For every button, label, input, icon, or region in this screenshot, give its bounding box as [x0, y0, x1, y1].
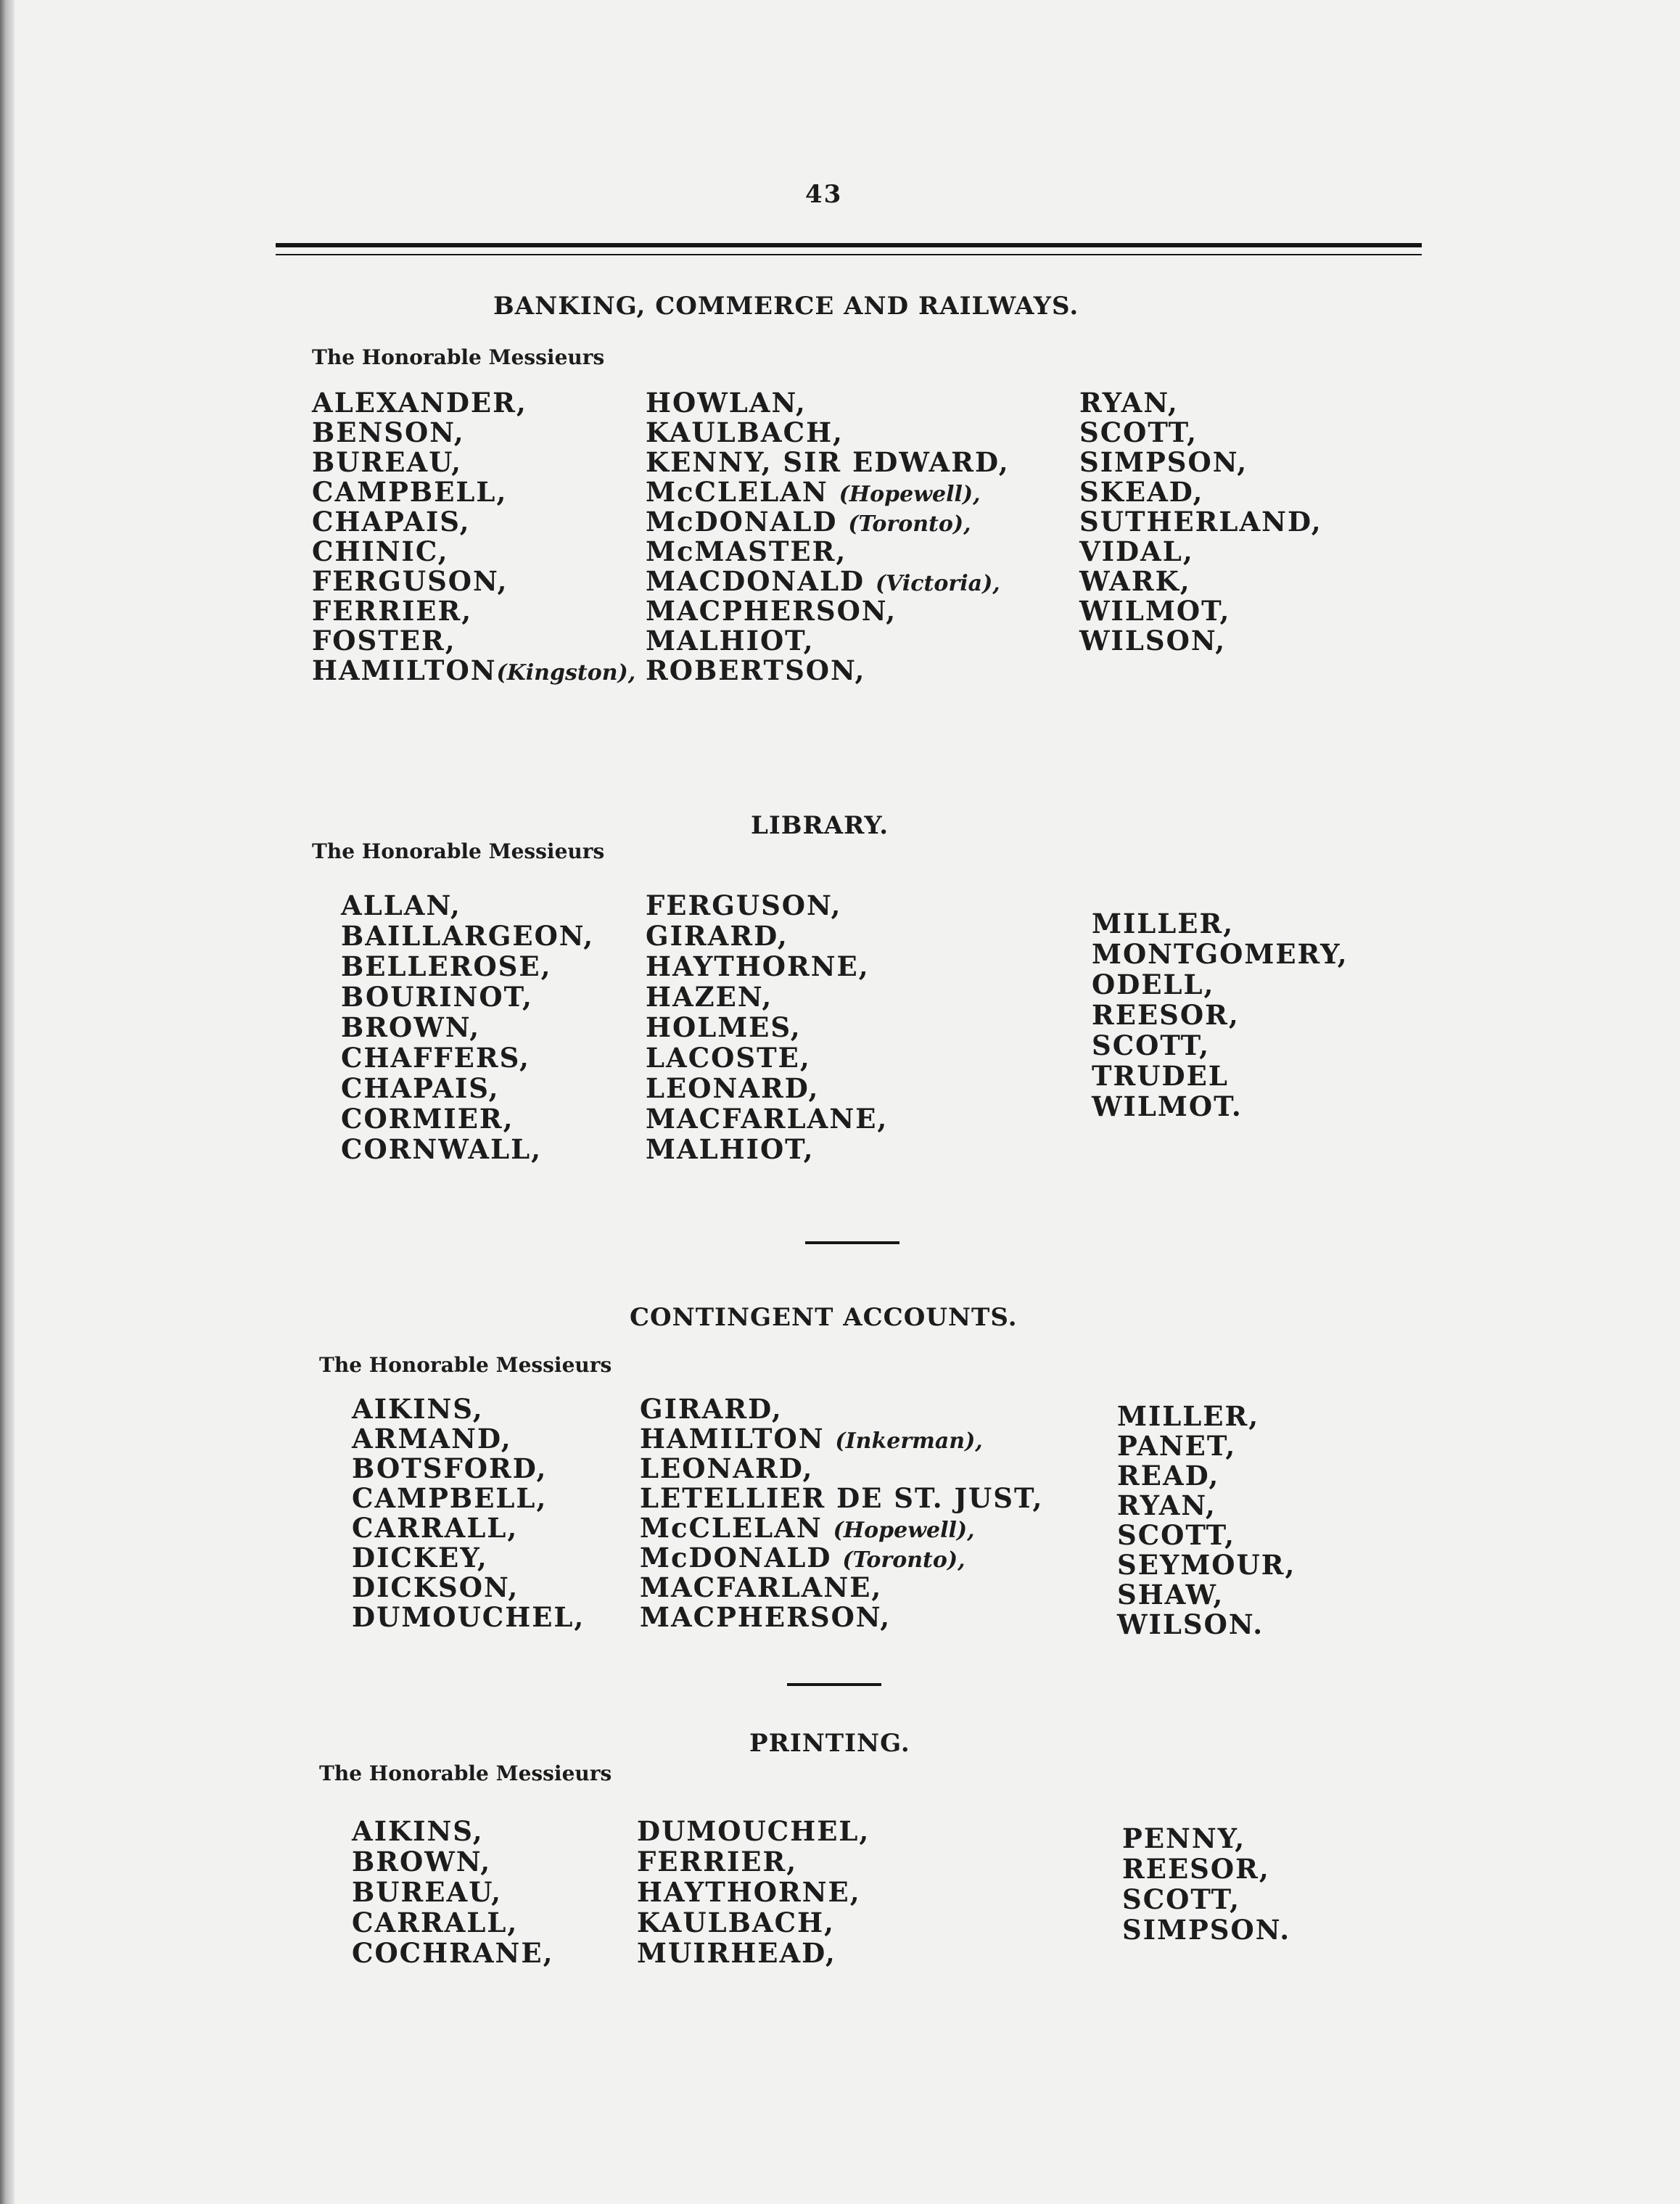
member-name: AIKINS, [352, 1815, 484, 1847]
member-name-with-note [646, 477, 1010, 507]
section-intro-printing: The Honorable Messieurs [319, 1761, 612, 1785]
member-name: WILMOT. [1092, 1090, 1243, 1122]
member-name: McCLELAN [640, 1512, 823, 1544]
member-name: DUMOUCHEL, [637, 1815, 870, 1847]
member-name: MACFARLANE, [646, 1103, 889, 1135]
section-divider [787, 1683, 881, 1686]
riding-note: (Kingston), [496, 660, 636, 686]
member-name: DICKSON, [352, 1571, 519, 1603]
member-name: CHAFFERS, [341, 1042, 530, 1074]
member-name: KENNY, SIR EDWARD, [646, 446, 1010, 478]
banking-column-3 [1079, 388, 1322, 656]
member-name: VIDAL, [1079, 535, 1194, 567]
member-name: MACPHERSON, [640, 1601, 892, 1633]
member-name: FERRIER, [637, 1846, 798, 1878]
member-name: MACPHERSON, [646, 595, 897, 627]
section-title-banking: BANKING, COMMERCE AND RAILWAYS. [493, 292, 1079, 321]
section-title-library: LIBRARY. [751, 811, 889, 840]
member-name: WILSON, [1079, 625, 1227, 657]
member-name-with-note [640, 1513, 1043, 1543]
banking-column-2 [646, 388, 1010, 686]
member-name: COCHRANE, [352, 1937, 554, 1969]
member-name: CHAPAIS, [341, 1072, 500, 1104]
member-name: LETELLIER DE ST. JUST, [640, 1482, 1044, 1514]
riding-note: (Toronto), [848, 511, 971, 537]
member-name: SIMPSON. [1122, 1914, 1291, 1946]
member-name: FERRIER, [312, 595, 473, 627]
member-name: DICKEY, [352, 1542, 488, 1574]
printing-column-1 [352, 1816, 553, 1968]
page-number: 43 [805, 180, 843, 209]
member-name: MALHIOT, [646, 625, 815, 657]
member-name: WILSON. [1117, 1608, 1264, 1640]
member-name: SCOTT, [1117, 1519, 1235, 1551]
member-name: KAULBACH, [646, 416, 844, 448]
header-rule-thin [276, 254, 1422, 255]
member-name: CAMPBELL, [312, 476, 508, 508]
member-name-with-note [640, 1424, 1043, 1454]
member-name: SEYMOUR, [1117, 1549, 1296, 1581]
member-name: McMASTER, [646, 535, 847, 567]
member-name: SCOTT, [1122, 1883, 1240, 1915]
member-name: DUMOUCHEL, [352, 1601, 585, 1633]
member-name: RYAN, [1079, 387, 1179, 419]
printing-column-3 [1122, 1823, 1290, 1945]
member-name: CORMIER, [341, 1103, 514, 1135]
member-name: SHAW, [1117, 1579, 1224, 1611]
member-name: ALEXANDER, [312, 387, 527, 419]
member-name: SCOTT, [1092, 1029, 1210, 1061]
member-name: CHAPAIS, [312, 506, 471, 538]
member-name: CARRALL, [352, 1907, 519, 1938]
member-name: BAILLARGEON, [341, 920, 595, 952]
member-name: LEONARD, [640, 1452, 814, 1484]
member-name: BROWN, [341, 1011, 481, 1043]
library-column-3 [1092, 908, 1348, 1122]
page-edge-shadow [0, 0, 15, 2204]
member-name: BOURINOT, [341, 981, 533, 1013]
member-name: PENNY, [1122, 1822, 1246, 1854]
member-name: KAULBACH, [637, 1907, 835, 1938]
member-name: PANET, [1117, 1430, 1237, 1462]
member-name: McCLELAN [646, 476, 828, 508]
member-name: HAYTHORNE, [646, 950, 870, 982]
member-name: HAMILTON [312, 654, 497, 686]
member-name: MUIRHEAD, [637, 1937, 836, 1969]
riding-note: (Hopewell), [833, 1518, 975, 1543]
member-name: GIRARD, [646, 920, 788, 952]
member-name: REESOR, [1092, 999, 1240, 1031]
member-name: BUREAU, [312, 446, 462, 478]
member-name: HOLMES, [646, 1011, 802, 1043]
section-title-contingent: CONTINGENT ACCOUNTS. [630, 1303, 1018, 1332]
document-page [15, 0, 1680, 2204]
member-name: CHINIC, [312, 535, 449, 567]
member-name: HOWLAN, [646, 387, 807, 419]
member-name: FERGUSON, [312, 565, 508, 597]
riding-note: (Inkerman), [835, 1428, 983, 1454]
member-name: BOTSFORD, [352, 1452, 548, 1484]
library-column-1 [341, 890, 594, 1164]
member-name: GIRARD, [640, 1393, 783, 1425]
member-name: LACOSTE, [646, 1042, 811, 1074]
member-name: FERGUSON, [646, 889, 842, 921]
member-name-with-note [640, 1543, 1043, 1573]
section-intro-contingent: The Honorable Messieurs [319, 1353, 612, 1377]
member-name: SUTHERLAND, [1079, 506, 1322, 538]
member-name: CORNWALL, [341, 1133, 543, 1165]
member-name: SCOTT, [1079, 416, 1198, 448]
contingent-column-3 [1117, 1402, 1296, 1640]
member-name-with-note [312, 656, 635, 686]
member-name: HAYTHORNE, [637, 1876, 861, 1908]
contingent-column-2 [640, 1394, 1043, 1632]
member-name: MACDONALD [646, 565, 865, 597]
member-name: ALLAN, [341, 889, 461, 921]
member-name: RYAN, [1117, 1489, 1216, 1521]
member-name: SKEAD, [1079, 476, 1204, 508]
member-name: TRUDEL [1092, 1060, 1229, 1092]
member-name: BUREAU, [352, 1876, 502, 1908]
section-divider [805, 1241, 899, 1244]
member-name: ARMAND, [352, 1423, 512, 1455]
member-name: MILLER, [1092, 908, 1235, 939]
member-name: REESOR, [1122, 1853, 1270, 1885]
member-name: BROWN, [352, 1846, 492, 1878]
member-name: MACFARLANE, [640, 1571, 883, 1603]
member-name: CARRALL, [352, 1512, 519, 1544]
riding-note: (Victoria), [875, 571, 1000, 596]
section-intro-banking: The Honorable Messieurs [312, 345, 605, 369]
member-name: BENSON, [312, 416, 465, 448]
header-rule-thick [276, 243, 1422, 247]
section-intro-library: The Honorable Messieurs [312, 839, 605, 863]
section-title-printing: PRINTING. [749, 1729, 910, 1758]
printing-column-2 [637, 1816, 870, 1968]
member-name: ROBERTSON, [646, 654, 866, 686]
banking-column-1 [312, 388, 635, 686]
contingent-column-1 [352, 1394, 585, 1632]
member-name: MONTGOMERY, [1092, 938, 1348, 970]
member-name: SIMPSON, [1079, 446, 1248, 478]
member-name: CAMPBELL, [352, 1482, 548, 1514]
member-name-with-note [646, 567, 1010, 596]
member-name: McDONALD [646, 506, 838, 538]
library-column-2 [646, 890, 888, 1164]
member-name: BELLEROSE, [341, 950, 552, 982]
member-name: ODELL, [1092, 969, 1215, 1000]
member-name: McDONALD [640, 1542, 832, 1574]
member-name: HAZEN, [646, 981, 773, 1013]
member-name-with-note [646, 507, 1010, 537]
member-name: MILLER, [1117, 1400, 1260, 1432]
member-name: FOSTER, [312, 625, 456, 657]
member-name: WARK, [1079, 565, 1191, 597]
member-name: AIKINS, [352, 1393, 484, 1425]
member-name: LEONARD, [646, 1072, 820, 1104]
member-name: READ, [1117, 1460, 1220, 1492]
member-name: MALHIOT, [646, 1133, 815, 1165]
member-name: HAMILTON [640, 1423, 825, 1455]
riding-note: (Hopewell), [839, 482, 981, 507]
member-name: WILMOT, [1079, 595, 1231, 627]
riding-note: (Toronto), [842, 1547, 965, 1573]
